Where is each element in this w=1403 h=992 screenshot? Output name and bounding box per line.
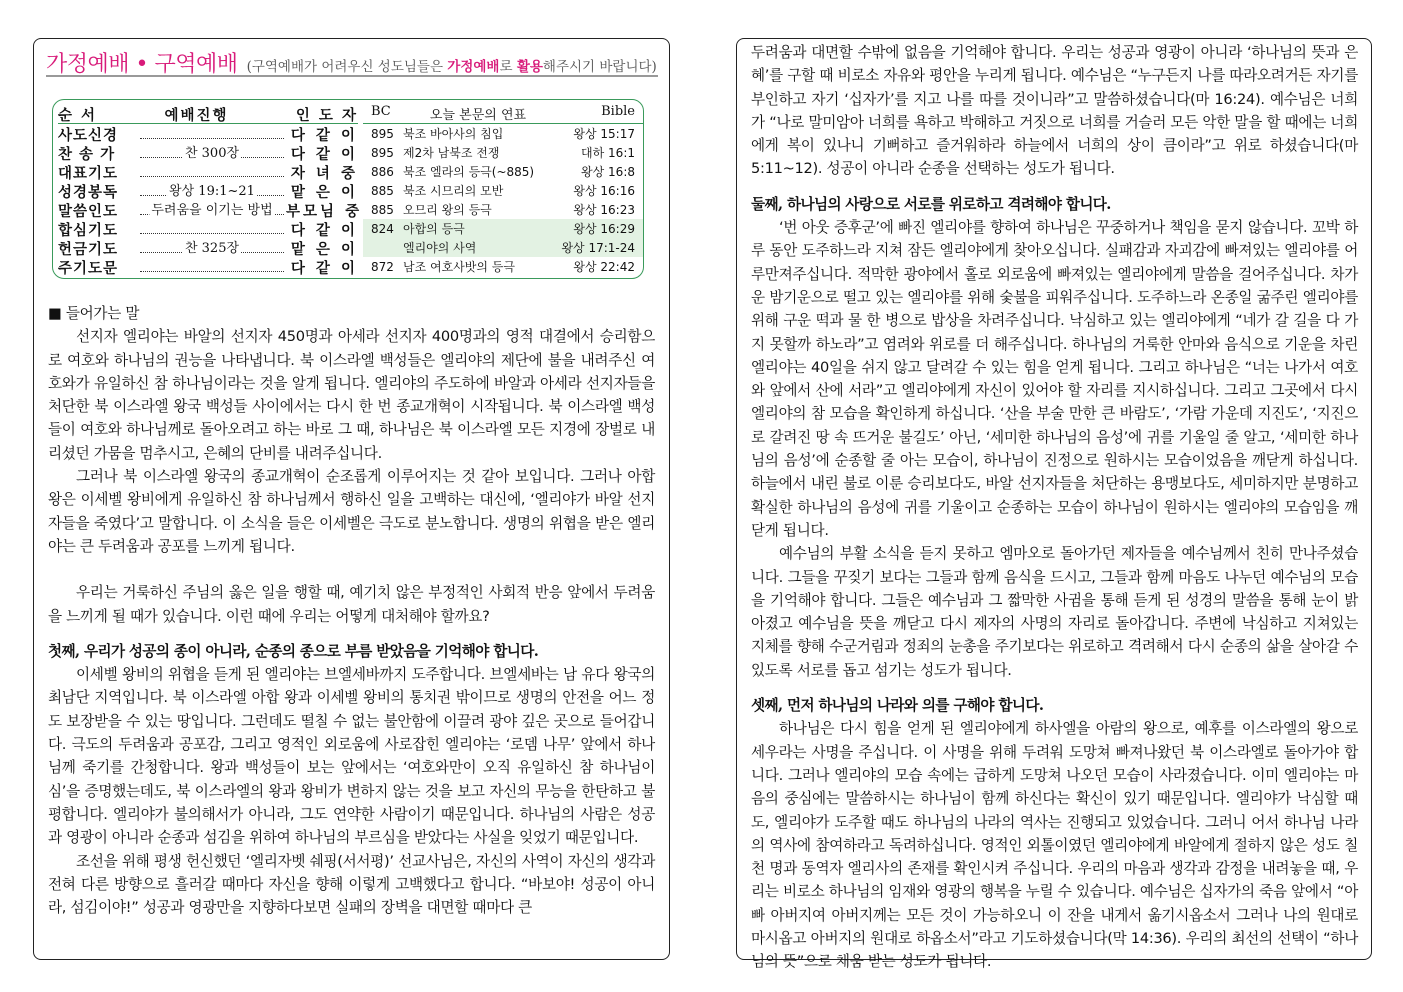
paragraph: 그러나 북 이스라엘 왕국의 종교개혁이 순조롭게 이루어지는 것 같아 보입니다. 그러나 아합 왕은 이세벨 왕비에게 유일하신 참 하나님께서 행하신 일을 고백하는 대신에, ‘엘리야가 바알 선지자들을 죽였다’고 말합니다. 이 소식을 들은 이세벨은 극도로 분노합니다. 생명의 위협을 받은 엘리야는 큰 두려움과 공포를 느끼게 됩니다. [48, 468, 655, 555]
right-page [736, 38, 1372, 971]
order-row: 합심기도 다 같 이 [58, 222, 358, 239]
chronology-row: 886 북조 엘라의 등극(~885) 왕상 16:8 [371, 164, 635, 179]
paragraph: 예수님의 부활 소식을 듣지 못하고 엠마오로 돌아가던 제자들을 예수님께서 친히 만나주셨습니다. 그들을 꾸짖기 보다는 그들과 함께 음식을 드시고, 그들과 함께 마음도 나누던 예수님의 모습을 기억해야 합니다. 그들은 예수님과 그 짧막한 사귐을 통해 듣게 된 성경의 말씀을 통해 눈이 밝아졌고 예수님을 뜻을 깨닫고 다시 제자의 사명의 자리로 돌아갑니다. 주변에 낙심하고 지쳐있는 지체를 향해 수군거림과 정죄의 눈총을 주기보다는 위로하고 격려해서 다시 순종의 삶을 살아갈 수 있도록 서로를 돕고 섬기는 성도가 됩니다. [751, 545, 1359, 679]
chronology-table [363, 100, 643, 278]
chronology-row: 895 북조 바아사의 침입 왕상 15:17 [371, 126, 635, 141]
chronology-row-highlight: 824 아합의 등극 왕상 16:29 [363, 219, 643, 238]
paragraph: 하나님은 다시 힘을 얻게 된 엘리야에게 하사엘을 아람의 왕으로, 예후를 이스라엘의 왕으로 세우라는 사명을 주십니다. 이 사명을 위해 두려워 도망쳐 빠져나왔던 북 이스라엘로 돌아가야 합니다. 그러나 엘리야의 모습 속에는 급하게 도망쳐 나오던 모습이 사라졌습니다. 이미 엘리야는 마음의 중심에는 말씀하시는 하나님이 함께 하신다는 확신이 있기 때문입니다. 엘리야가 낙심할 때도, 엘리야가 도주할 때도 하나님의 나라의 역사는 진행되고 있었습니다. 그러니 어서 하나님 나라의 역사에 참여하라고 독려하십니다. 영적인 외톨이였던 엘리야에게 바알에게 절하지 않은 성도 칠천 명과 동역자 엘리사의 존재를 확인시켜 주십니다. 우리의 마음과 생각과 감정을 내려놓을 때, 우리는 비로소 하나님의 임재와 영광의 행복을 누릴 수 있습니다. 예수님은 십자가의 죽음 앞에서 “아빠 아버지여 아버지께는 모든 것이 가능하오니 이 잔을 내게서 옮기시옵소서 그러나 나의 원대로 마시옵고 아버지의 원대로 하옵소서”라고 기도하셨습니다(막 14:36). 우리의 최선의 선택이 “하나님의 뜻”으로 채움 받는 성도가 됩니다. [751, 720, 1358, 971]
chronology-row-highlight: 엘리야의 사역 왕상 17:1-24 [363, 238, 643, 257]
order-row: 사도신경 다 같 이 [58, 127, 358, 144]
paragraph: ‘번 아웃 증후군’에 빠진 엘리야를 향하여 하나님은 꾸중하거나 책임을 묻지 않습니다. 꼬박 하루 동안 도주하느라 지쳐 잠든 엘리야에게 찾아오십니다. 실패감과 자괴감에 빠져있는 엘리야를 어루만져주십니다. 적막한 광야에서 홀로 외로움에 빠져있는 엘리야에게 말씀을 걸어주십니다. 차가운 밤기운으로 떨고 있는 엘리야를 위해 숯불을 피워주십니다. 도주하느라 온종일 굶주린 엘리야를 위해 구운 떡과 물 한 병으로 밥상을 차려주십니다. 낙심하고 있는 엘리야에게 “네가 갈 길을 다 가지 못할까 하노라”고 염려와 위로를 더 해주십니다. 하나님의 거룩한 안마와 음식으로 기운을 차린 엘리야는 40일을 쉬지 않고 달려갈 수 있는 힘을 얻게 됩니다. 그리고 하나님은 “너는 나가서 여호와 앞에서 산에 서라”고 엘리야에게 자신이 있어야 할 자리를 지시하십니다. 그리고 그곳에서 다시 엘리야의 참 모습을 확인하게 하십니다. ‘산을 부술 만한 큰 바람도’, ‘가람 가운데 지진도’, ‘지진으로 갈려진 땅 속 뜨거운 불길도’ 아닌, ‘세미한 하나님의 음성’에 귀를 기울일 줄 알고, ‘세미한 하나님의 음성’에 순종할 줄 아는 모습이, 하나님이 진정으로 원하시는 모습이었음을 깨닫게 하십니다. 하늘에서 내린 불로 이룬 승리보다도, 바알 선지자들을 처단하는 용맹보다도, 세미하지만 분명하고 확실한 하나님의 음성에 귀를 기울이고 순종하는 모습이 하나님이 원하시는 엘리야의 모습임을 깨닫게 됩니다. [751, 219, 1358, 539]
section-heading: 첫째, 우리가 성공의 종이 아니라, 순종의 종으로 부름 받았음을 기억해야 합니다. [48, 642, 539, 660]
chronology-header: BC 오늘 본문의 연표 Bible [363, 100, 643, 124]
paragraph: 두려움과 대면할 수밖에 없음을 기억해야 합니다. 우리는 성공과 영광이 아니라 ‘하나님의 뜻과 은혜’를 구할 때 비로소 자유와 평안을 누리게 됩니다. 예수님은 “누구든지 나를 따라오려거든 자기를 부인하고 자기 ‘십자가’를 지고 나를 따를 것이니라”고 말씀하셨습니다(마 16:24). 예수님은 너희가 “나로 말미암아 너희를 욕하고 박해하고 거짓으로 너희를 거슬러 모든 악한 말을 할 때에는 너희에게 복이 있나니 기뻐하고 즐거워하라 하늘에서 너희의 상이 큼이라”고 위로 하셨습니다(마 5:11~12). 성공이 아니라 순종을 선택하는 성도가 됩니다. [751, 44, 1358, 178]
order-header: 순 서 예배진행 인 도 자 [58, 104, 358, 124]
chronology-row: 885 오므리 왕의 등극 왕상 16:23 [371, 202, 635, 217]
chronology-row: 872 남조 여호사밧의 등극 왕상 22:42 [371, 259, 635, 274]
order-row: 찬 송 가 찬 300장 다 같 이 [58, 144, 358, 163]
page-subtitle: (구역예배가 어려우신 성도님들은 가정예배로 활용해주시기 바랍니다) [246, 59, 657, 75]
order-row: 헌금기도 찬 325장 맡 은 이 [58, 239, 358, 258]
order-row: 대표기도 자 녀 중 [58, 165, 358, 182]
section-heading: 둘째, 하나님의 사랑으로 서로를 위로하고 격려해야 합니다. [751, 195, 1111, 213]
paragraph: 우리는 거룩하신 주님의 옳은 일을 행할 때, 예기치 않은 부정적인 사회적 반응 앞에서 두려움을 느끼게 될 때가 있습니다. 이런 때에 우리는 어떻게 대처해야 할까요? [48, 584, 655, 625]
worship-order-box [52, 99, 644, 279]
chronology-row: 895 제2차 남북조 전쟁 대하 16:1 [371, 145, 635, 160]
worship-order-table [58, 104, 363, 277]
right-body-text [751, 41, 1358, 974]
left-page [33, 38, 670, 960]
title-row [46, 47, 658, 77]
chronology-row: 885 북조 시므리의 모반 왕상 16:16 [371, 183, 635, 198]
section-heading: 셋째, 먼저 하나님의 나라와 의를 구해야 합니다. [751, 697, 1044, 715]
intro-heading: ■ 들어가는 말 [48, 305, 140, 322]
order-row: 주기도문 다 같 이 [58, 260, 358, 277]
paragraph: 조선을 위해 평생 헌신했던 ‘엘리자벳 쉐핑(서서평)’ 선교사님은, 자신의 사역이 자신의 생각과 전혀 다른 방향으로 흘러갈 때마다 자신을 향해 이렇게 고백했다고 합니다. “바보야! 성공이 아니라, 섬김이야!” 성공과 영광만을 지향하다보면 실패의 장벽을 대면할 때마다 큰 [48, 852, 655, 917]
order-row: 말씀인도 두려움을 이기는 방법 부모님 중 [58, 201, 358, 220]
order-row: 성경봉독 왕상 19:1~21 맡 은 이 [58, 182, 358, 201]
page-title: 가정예배 • 구역예배 [46, 52, 238, 77]
left-body-text [48, 302, 655, 919]
paragraph: 이세벨 왕비의 위협을 듣게 된 엘리야는 브엘세바까지 도주합니다. 브엘세바는 남 유다 왕국의 최남단 지역입니다. 북 이스라엘 아합 왕과 이세벨 왕비의 통치권 밖이므로 생명의 안전을 어느 정도 보장받을 수 있는 땅입니다. 그런데도 떨칠 수 없는 불안함에 이끌려 광야 깊은 곳으로 들어갑니다. 극도의 두려움과 공포감, 그리고 영적인 외로움에 사로잡힌 엘리야는 ‘로뎀 나무’ 앞에서 하나님께 죽기를 간청합니다. 왕과 백성들이 보는 앞에서는 ‘여호와만이 오직 유일하신 참 하나님이심’을 증명했는데도, 북 이스라엘의 왕과 왕비가 변하지 않는 것을 보고 자신의 무능을 한탄하고 불평합니다. 엘리야가 불의해서가 아니라, 그도 연약한 사람이기 때문입니다. 하나님의 사람은 성공과 영광이 아니라 순종과 섬김을 위하여 하나님의 부르심을 받았다는 사실을 잊었기 때문입니다. [48, 666, 655, 847]
paragraph: 선지자 엘리야는 바알의 선지자 450명과 아세라 선지자 400명과의 영적 대결에서 승리함으로 여호와 하나님의 권능을 나타냅니다. 북 이스라엘 백성들은 엘리야의 제단에 불을 내려주신 여호와가 유일하신 참 하나님이라는 것을 알게 됩니다. 엘리야의 주도하에 바알과 아세라 선지자들을 처단한 북 이스라엘 왕국 백성들 사이에서는 다시 한 번 종교개혁이 시작됩니다. 북 이스라엘 백성들이 여호와 하나님께로 돌아오려고 하는 바로 그 때, 하나님은 북 이스라엘 모든 지경에 장벌로 내리셨던 가뭄을 멈추시고, 은혜의 단비를 내려주십니다. [48, 328, 655, 462]
